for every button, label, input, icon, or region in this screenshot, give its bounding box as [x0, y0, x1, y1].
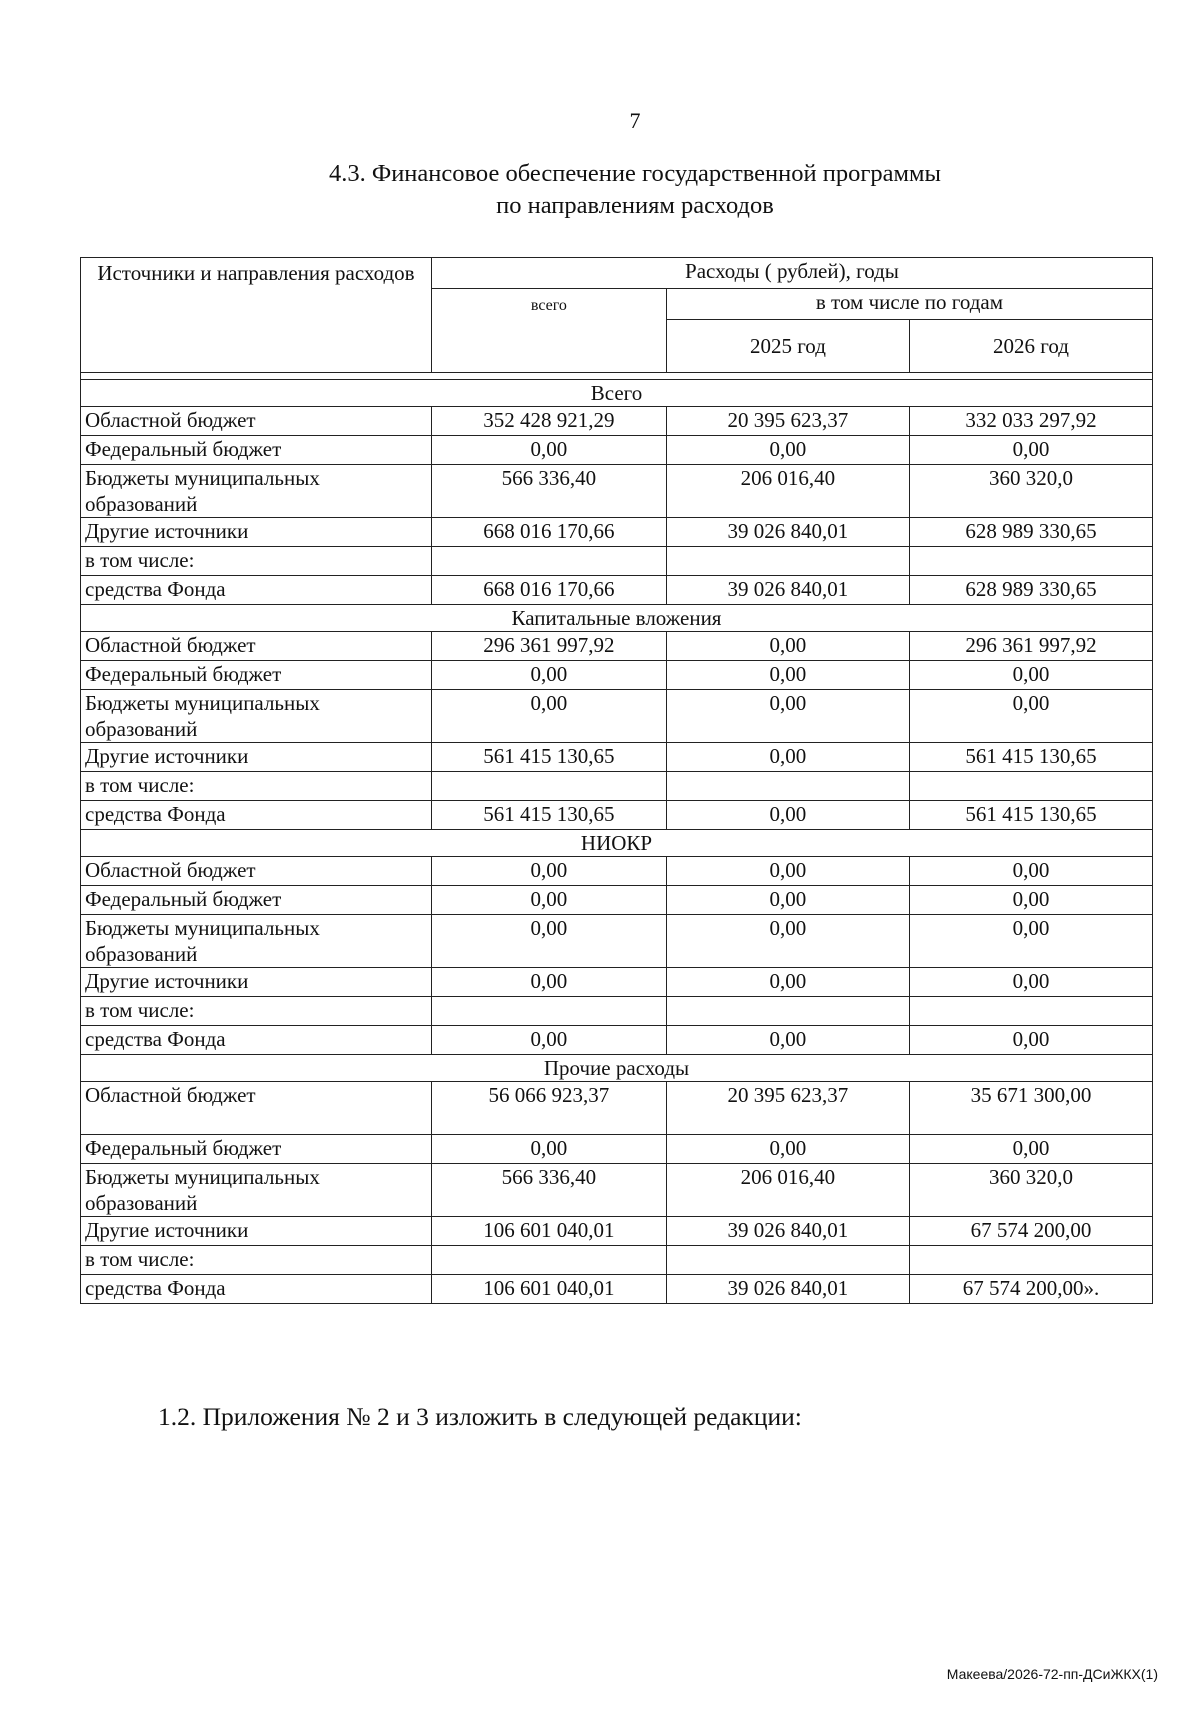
section-title-line2: по направлениям расходов [496, 192, 774, 219]
cell-2025: 0,00 [666, 661, 909, 690]
cell-2026: 0,00 [909, 1026, 1152, 1055]
cell-2026 [909, 997, 1152, 1026]
cell-2025 [666, 1246, 909, 1275]
table-row [81, 407, 1153, 436]
cell-total [431, 997, 666, 1026]
table-row [81, 547, 1153, 576]
row-label: средства Фонда [81, 576, 432, 605]
cell-2025: 206 016,40 [666, 1164, 909, 1217]
table-row [81, 690, 1153, 743]
cell-2026: 0,00 [909, 915, 1152, 968]
row-label: Федеральный бюджет [81, 661, 432, 690]
cell-2026: 35 671 300,00 [909, 1082, 1152, 1135]
cell-2025: 39 026 840,01 [666, 576, 909, 605]
row-label: в том числе: [81, 772, 432, 801]
cell-total: 0,00 [431, 968, 666, 997]
header-sources: Источники и направления расходов [81, 258, 432, 373]
table-row [81, 661, 1153, 690]
row-label: Федеральный бюджет [81, 436, 432, 465]
financing-table [80, 257, 1153, 1304]
section-heading: Всего [81, 380, 1153, 407]
cell-total: 561 415 130,65 [431, 743, 666, 772]
table-row [81, 1164, 1153, 1217]
cell-2025 [666, 547, 909, 576]
row-label: Бюджеты муниципальных образований [81, 690, 432, 743]
cell-total [431, 1246, 666, 1275]
section-title-line1: 4.3. Финансовое обеспечение государственной программы [328, 160, 942, 187]
row-label: Бюджеты муниципальных образований [81, 1164, 432, 1217]
table-row [81, 1246, 1153, 1275]
table-row [81, 1217, 1153, 1246]
section-heading: Капитальные вложения [81, 605, 1153, 632]
cell-total: 56 066 923,37 [431, 1082, 666, 1135]
section-heading-row [81, 1055, 1153, 1082]
table-row [81, 1082, 1153, 1135]
document-footer-code: Макеева/2026-72-пп-ДСиЖКХ(1) [946, 1666, 1158, 1682]
row-label: Бюджеты муниципальных образований [81, 915, 432, 968]
cell-2025: 0,00 [666, 632, 909, 661]
cell-2026: 0,00 [909, 661, 1152, 690]
table-row [81, 518, 1153, 547]
header-year-2026: 2026 год [909, 320, 1152, 373]
cell-total: 0,00 [431, 1135, 666, 1164]
cell-total: 0,00 [431, 886, 666, 915]
section-title [0, 158, 1200, 222]
cell-2026: 296 361 997,92 [909, 632, 1152, 661]
cell-total: 296 361 997,92 [431, 632, 666, 661]
table-row [81, 576, 1153, 605]
row-label: Бюджеты муниципальных образований [81, 465, 432, 518]
cell-2026: 628 989 330,65 [909, 576, 1152, 605]
cell-2025: 20 395 623,37 [666, 1082, 909, 1135]
table-row [81, 968, 1153, 997]
section-heading: Прочие расходы [81, 1055, 1153, 1082]
row-label: в том числе: [81, 997, 432, 1026]
section-heading-row [81, 830, 1153, 857]
table-row [81, 801, 1153, 830]
cell-2025: 39 026 840,01 [666, 518, 909, 547]
cell-2025: 0,00 [666, 801, 909, 830]
cell-2026 [909, 772, 1152, 801]
row-label: Областной бюджет [81, 407, 432, 436]
cell-2025: 0,00 [666, 915, 909, 968]
cell-total: 0,00 [431, 915, 666, 968]
row-label: средства Фонда [81, 1275, 432, 1304]
cell-total [431, 772, 666, 801]
table-row [81, 632, 1153, 661]
cell-total: 0,00 [431, 1026, 666, 1055]
row-label: Другие источники [81, 518, 432, 547]
table-row [81, 1275, 1153, 1304]
table-row [81, 1026, 1153, 1055]
cell-2025: 0,00 [666, 1026, 909, 1055]
table-row [81, 886, 1153, 915]
cell-total: 0,00 [431, 857, 666, 886]
cell-2026: 0,00 [909, 968, 1152, 997]
cell-2026: 0,00 [909, 1135, 1152, 1164]
row-label: Другие источники [81, 968, 432, 997]
cell-2026 [909, 1246, 1152, 1275]
table-row [81, 997, 1153, 1026]
cell-2025: 0,00 [666, 857, 909, 886]
row-label: Федеральный бюджет [81, 886, 432, 915]
cell-2026: 360 320,0 [909, 1164, 1152, 1217]
cell-total: 566 336,40 [431, 1164, 666, 1217]
cell-2026 [909, 547, 1152, 576]
cell-2025: 0,00 [666, 968, 909, 997]
table-row [81, 743, 1153, 772]
cell-2026: 628 989 330,65 [909, 518, 1152, 547]
cell-2025: 0,00 [666, 1135, 909, 1164]
row-label: Областной бюджет [81, 632, 432, 661]
row-label: Федеральный бюджет [81, 1135, 432, 1164]
cell-2025 [666, 772, 909, 801]
row-label: в том числе: [81, 547, 432, 576]
table-row [81, 465, 1153, 518]
row-label: Областной бюджет [81, 1082, 432, 1135]
cell-total: 561 415 130,65 [431, 801, 666, 830]
cell-2025: 206 016,40 [666, 465, 909, 518]
section-heading-row [81, 380, 1153, 407]
header-expenses: Расходы ( рублей), годы [431, 258, 1152, 289]
cell-2025: 0,00 [666, 690, 909, 743]
header-year-2025: 2025 год [666, 320, 909, 373]
cell-2026: 0,00 [909, 436, 1152, 465]
cell-2026: 0,00 [909, 857, 1152, 886]
cell-2026: 561 415 130,65 [909, 801, 1152, 830]
cell-2026: 67 574 200,00». [909, 1275, 1152, 1304]
cell-total: 0,00 [431, 661, 666, 690]
cell-total: 352 428 921,29 [431, 407, 666, 436]
row-label: средства Фонда [81, 801, 432, 830]
cell-total: 0,00 [431, 690, 666, 743]
row-label: Другие источники [81, 1217, 432, 1246]
table-row [81, 436, 1153, 465]
header-total: всего [431, 289, 666, 373]
cell-2025: 0,00 [666, 436, 909, 465]
row-label: в том числе: [81, 1246, 432, 1275]
cell-2026: 332 033 297,92 [909, 407, 1152, 436]
cell-2026: 67 574 200,00 [909, 1217, 1152, 1246]
cell-total: 106 601 040,01 [431, 1275, 666, 1304]
cell-2025: 20 395 623,37 [666, 407, 909, 436]
table-row [81, 915, 1153, 968]
cell-2026: 0,00 [909, 886, 1152, 915]
cell-total: 106 601 040,01 [431, 1217, 666, 1246]
cell-total: 668 016 170,66 [431, 518, 666, 547]
cell-2026: 561 415 130,65 [909, 743, 1152, 772]
cell-total [431, 547, 666, 576]
row-label: Областной бюджет [81, 857, 432, 886]
amendment-paragraph: 1.2. Приложения № 2 и 3 изложить в следующей редакции: [158, 1402, 802, 1431]
cell-2025: 39 026 840,01 [666, 1217, 909, 1246]
cell-2025: 39 026 840,01 [666, 1275, 909, 1304]
page-number: 7 [629, 108, 641, 133]
section-heading: НИОКР [81, 830, 1153, 857]
cell-2025: 0,00 [666, 743, 909, 772]
table-row [81, 1135, 1153, 1164]
section-heading-row [81, 605, 1153, 632]
row-label: средства Фонда [81, 1026, 432, 1055]
cell-2025: 0,00 [666, 886, 909, 915]
cell-2026: 360 320,0 [909, 465, 1152, 518]
cell-2026: 0,00 [909, 690, 1152, 743]
cell-total: 0,00 [431, 436, 666, 465]
table-row [81, 772, 1153, 801]
header-including-years: в том числе по годам [666, 289, 1152, 320]
table-row [81, 857, 1153, 886]
cell-2025 [666, 997, 909, 1026]
cell-total: 566 336,40 [431, 465, 666, 518]
cell-total: 668 016 170,66 [431, 576, 666, 605]
row-label: Другие источники [81, 743, 432, 772]
